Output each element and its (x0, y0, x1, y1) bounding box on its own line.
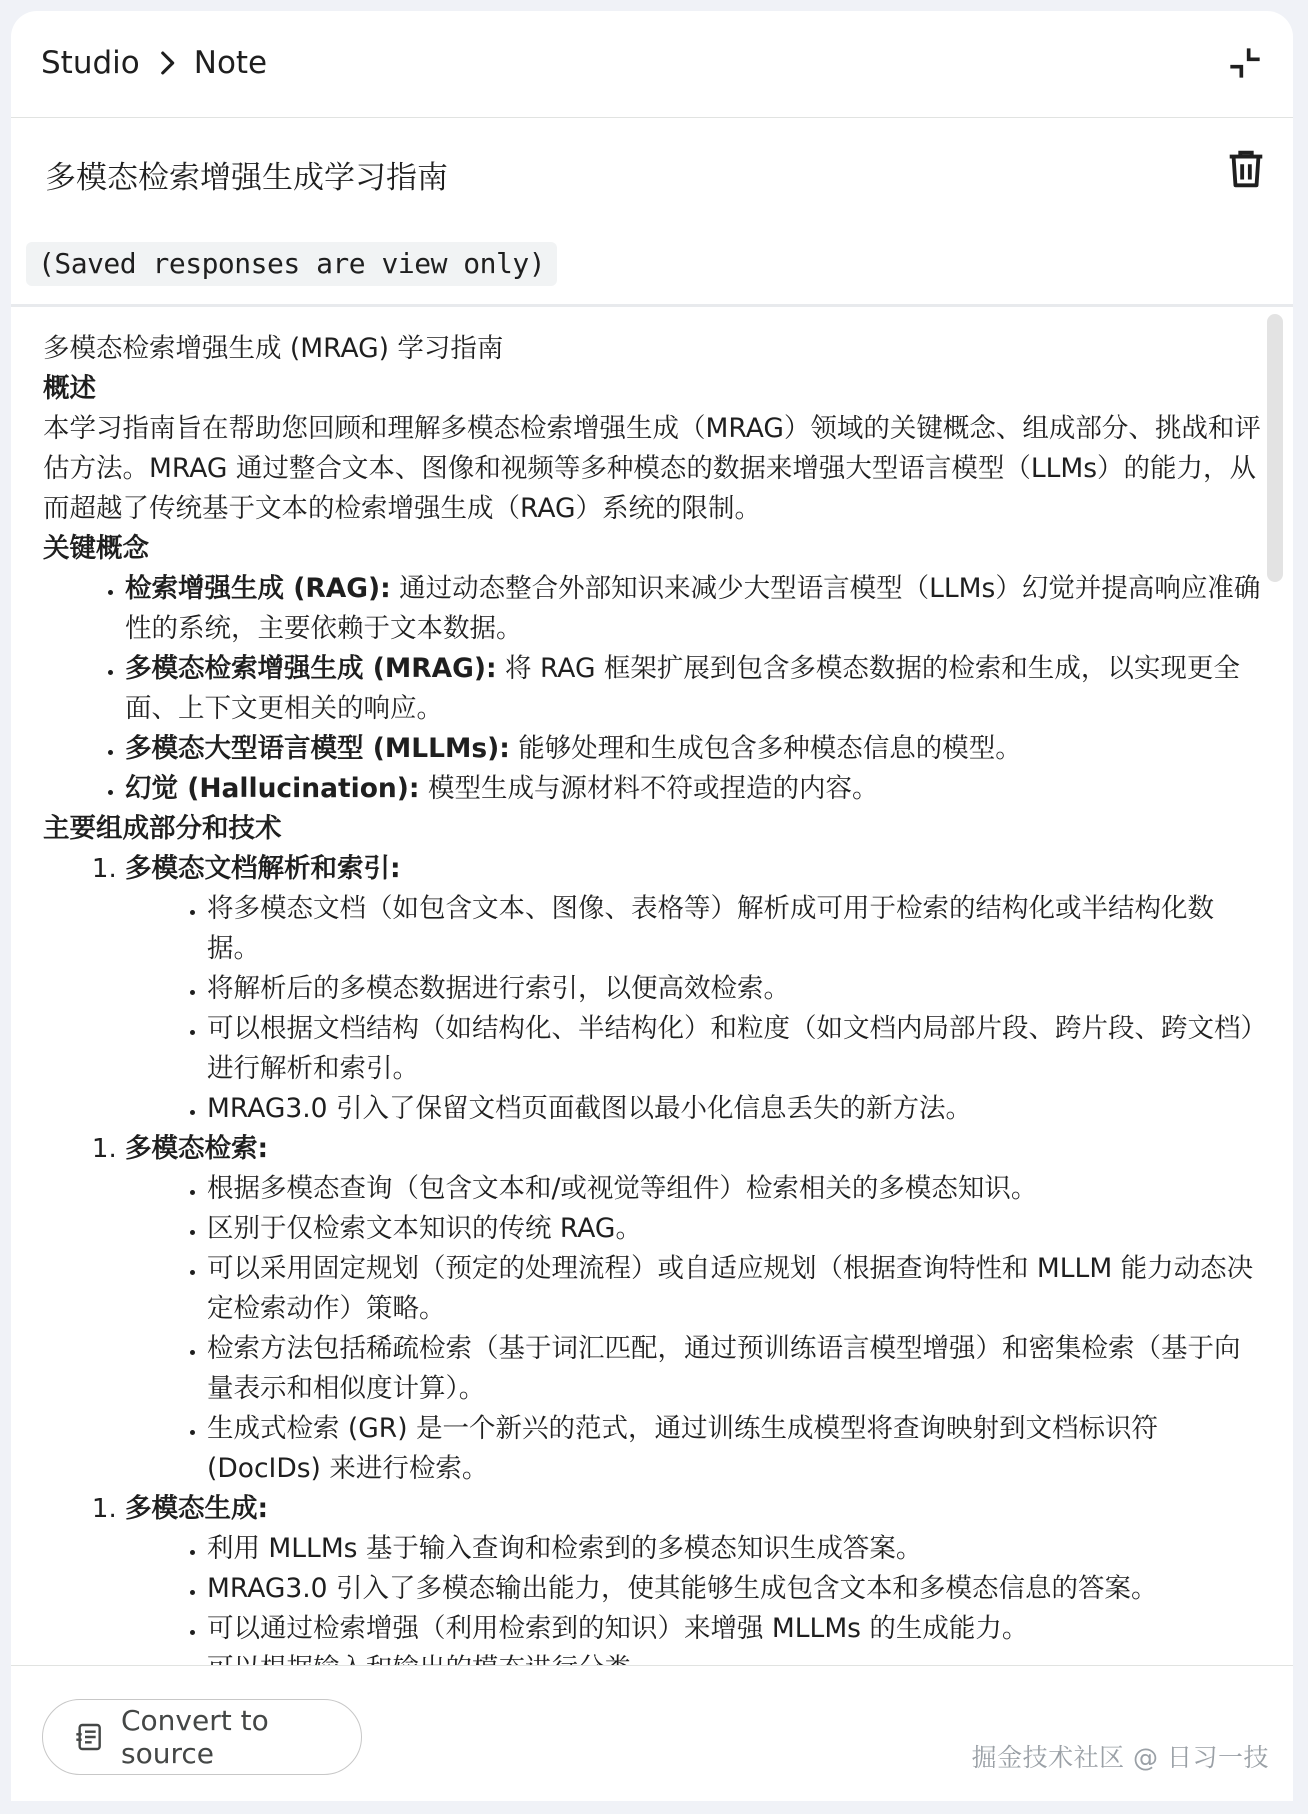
list-item: • 根据多模态查询（包含文本和/或视觉等组件）检索相关的多模态知识。 (207, 1169, 1261, 1209)
document-list-icon (73, 1721, 105, 1753)
list-item: • 幻觉 (Hallucination): 模型生成与源材料不符或捏造的内容。 (125, 769, 1261, 809)
trash-icon[interactable] (1223, 146, 1269, 192)
watermark: 掘金技术社区 @ 日习一技 (971, 1743, 1269, 1772)
note-content (11, 307, 1261, 1665)
note-title-bar (11, 118, 1293, 306)
component-section: 1. 多模态检索: • 根据多模态查询（包含文本和/或视觉等组件）检索相关的多模态知识。 • 区别于仅检索文本知识的传统 RAG。 • 可以采用固定规划（预定的处理流程）或自适应规划（根据查询特性和 MLLM 能力动态决定检索动作）策略。 • 检索方法包括稀疏检索（基于词汇匹配，通过预训练语言模型增强）和密集检索（基于向量表示和相似度计算）。 • 生成式检索 (GR) 是一个新兴的范式，通过训练生成模型将查询映射到文档标识符 (DocIDs) 来进行检索。 (125, 1129, 1261, 1489)
components-heading: 主要组成部分和技术 (43, 813, 282, 844)
list-item: • 利用 MLLMs 基于输入查询和检索到的多模态知识生成答案。 (207, 1529, 1261, 1569)
key-concepts-heading: 关键概念 (43, 533, 149, 564)
list-item: • 多模态检索增强生成 (MRAG): 将 RAG 框架扩展到包含多模态数据的检索和生成，以实现更全面、上下文更相关的响应。 (125, 649, 1261, 729)
note-panel (11, 11, 1293, 1800)
list-item: • 可以采用固定规划（预定的处理流程）或自适应规划（根据查询特性和 MLLM 能力动态决定检索动作）策略。 (207, 1249, 1261, 1329)
list-item: • 区别于仅检索文本知识的传统 RAG。 (207, 1209, 1261, 1249)
list-item: • MRAG3.0 引入了保留文档页面截图以最小化信息丢失的新方法。 (207, 1089, 1261, 1129)
scrollbar-thumb[interactable] (1267, 314, 1283, 582)
list-item: • 将解析后的多模态数据进行索引，以便高效检索。 (207, 969, 1261, 1009)
convert-to-source-button[interactable] (42, 1699, 362, 1775)
panel-header (11, 11, 1293, 118)
view-only-notice: (Saved responses are view only) (26, 242, 557, 286)
overview-heading: 概述 (43, 373, 96, 404)
panel-footer (11, 1665, 1293, 1801)
list-item: • 可以根据文档结构（如结构化、半结构化）和粒度（如文档内局部片段、跨片段、跨文档）进行解析和索引。 (207, 1009, 1261, 1089)
component-section: 1. 多模态生成: • 利用 MLLMs 基于输入查询和检索到的多模态知识生成答案。 • MRAG3.0 引入了多模态输出能力，使其能够生成包含文本和多模态信息的答案。 • 可以通过检索增强（利用检索到的知识）来增强 MLLMs 的生成能力。 • (125, 1489, 1261, 1689)
convert-to-source-label: Convert to source (121, 1704, 269, 1770)
component-section: 1. 多模态文档解析和索引: • 将多模态文档（如包含文本、图像、表格等）解析成可用于检索的结构化或半结构化数据。 • 将解析后的多模态数据进行索引，以便高效检索。 • 可以根据文档结构（如结构化、半结构化）和粒度（如文档内局部片段、跨片段、跨文档）进行解析和索引。 • MRAG3.0 引入了保留文档页面截图以最小化信息丢失的新方法。 (125, 849, 1261, 1129)
components-list-2 (43, 1129, 1261, 1489)
breadcrumb-studio[interactable]: Studio (41, 45, 140, 81)
note-title: 多模态检索增强生成学习指南 (45, 160, 448, 196)
list-item: • 多模态大型语言模型 (MLLMs): 能够处理和生成包含多种模态信息的模型。 (125, 729, 1261, 769)
components-list-1 (43, 849, 1261, 1129)
list-item: • 可以通过检索增强（利用检索到的知识）来增强 MLLMs 的生成能力。 (207, 1609, 1261, 1649)
components-list-3 (43, 1489, 1261, 1689)
breadcrumb-note: Note (193, 45, 268, 81)
list-item: • 检索增强生成 (RAG): 通过动态整合外部知识来减少大型语言模型（LLMs）幻觉并提高响应准确性的系统，主要依赖于文本数据。 (125, 569, 1261, 649)
component-items (125, 1169, 1261, 1489)
collapse-icon[interactable] (1223, 41, 1267, 85)
list-item: • 将多模态文档（如包含文本、图像、表格等）解析成可用于检索的结构化或半结构化数据。 (207, 889, 1261, 969)
chevron-right-icon (150, 46, 184, 80)
doc-title: 多模态检索增强生成 (MRAG) 学习指南 (43, 333, 504, 364)
list-item: • 生成式检索 (GR) 是一个新兴的范式，通过训练生成模型将查询映射到文档标识符 (DocIDs) 来进行检索。 (207, 1409, 1261, 1489)
breadcrumb (41, 45, 267, 81)
key-concepts-list (43, 569, 1261, 809)
component-items (125, 889, 1261, 1129)
list-item: • MRAG3.0 引入了多模态输出能力，使其能够生成包含文本和多模态信息的答案。 (207, 1569, 1261, 1609)
list-item: • 检索方法包括稀疏检索（基于词汇匹配，通过预训练语言模型增强）和密集检索（基于向量表示和相似度计算）。 (207, 1329, 1261, 1409)
overview-text: 本学习指南旨在帮助您回顾和理解多模态检索增强生成（MRAG）领域的关键概念、组成部分、挑战和评估方法。MRAG 通过整合文本、图像和视频等多种模态的数据来增强大型语言模型（LLMs）的能力，从而超越了传统基于文本的检索增强生成（RAG）系统的限制。 (43, 413, 1261, 524)
